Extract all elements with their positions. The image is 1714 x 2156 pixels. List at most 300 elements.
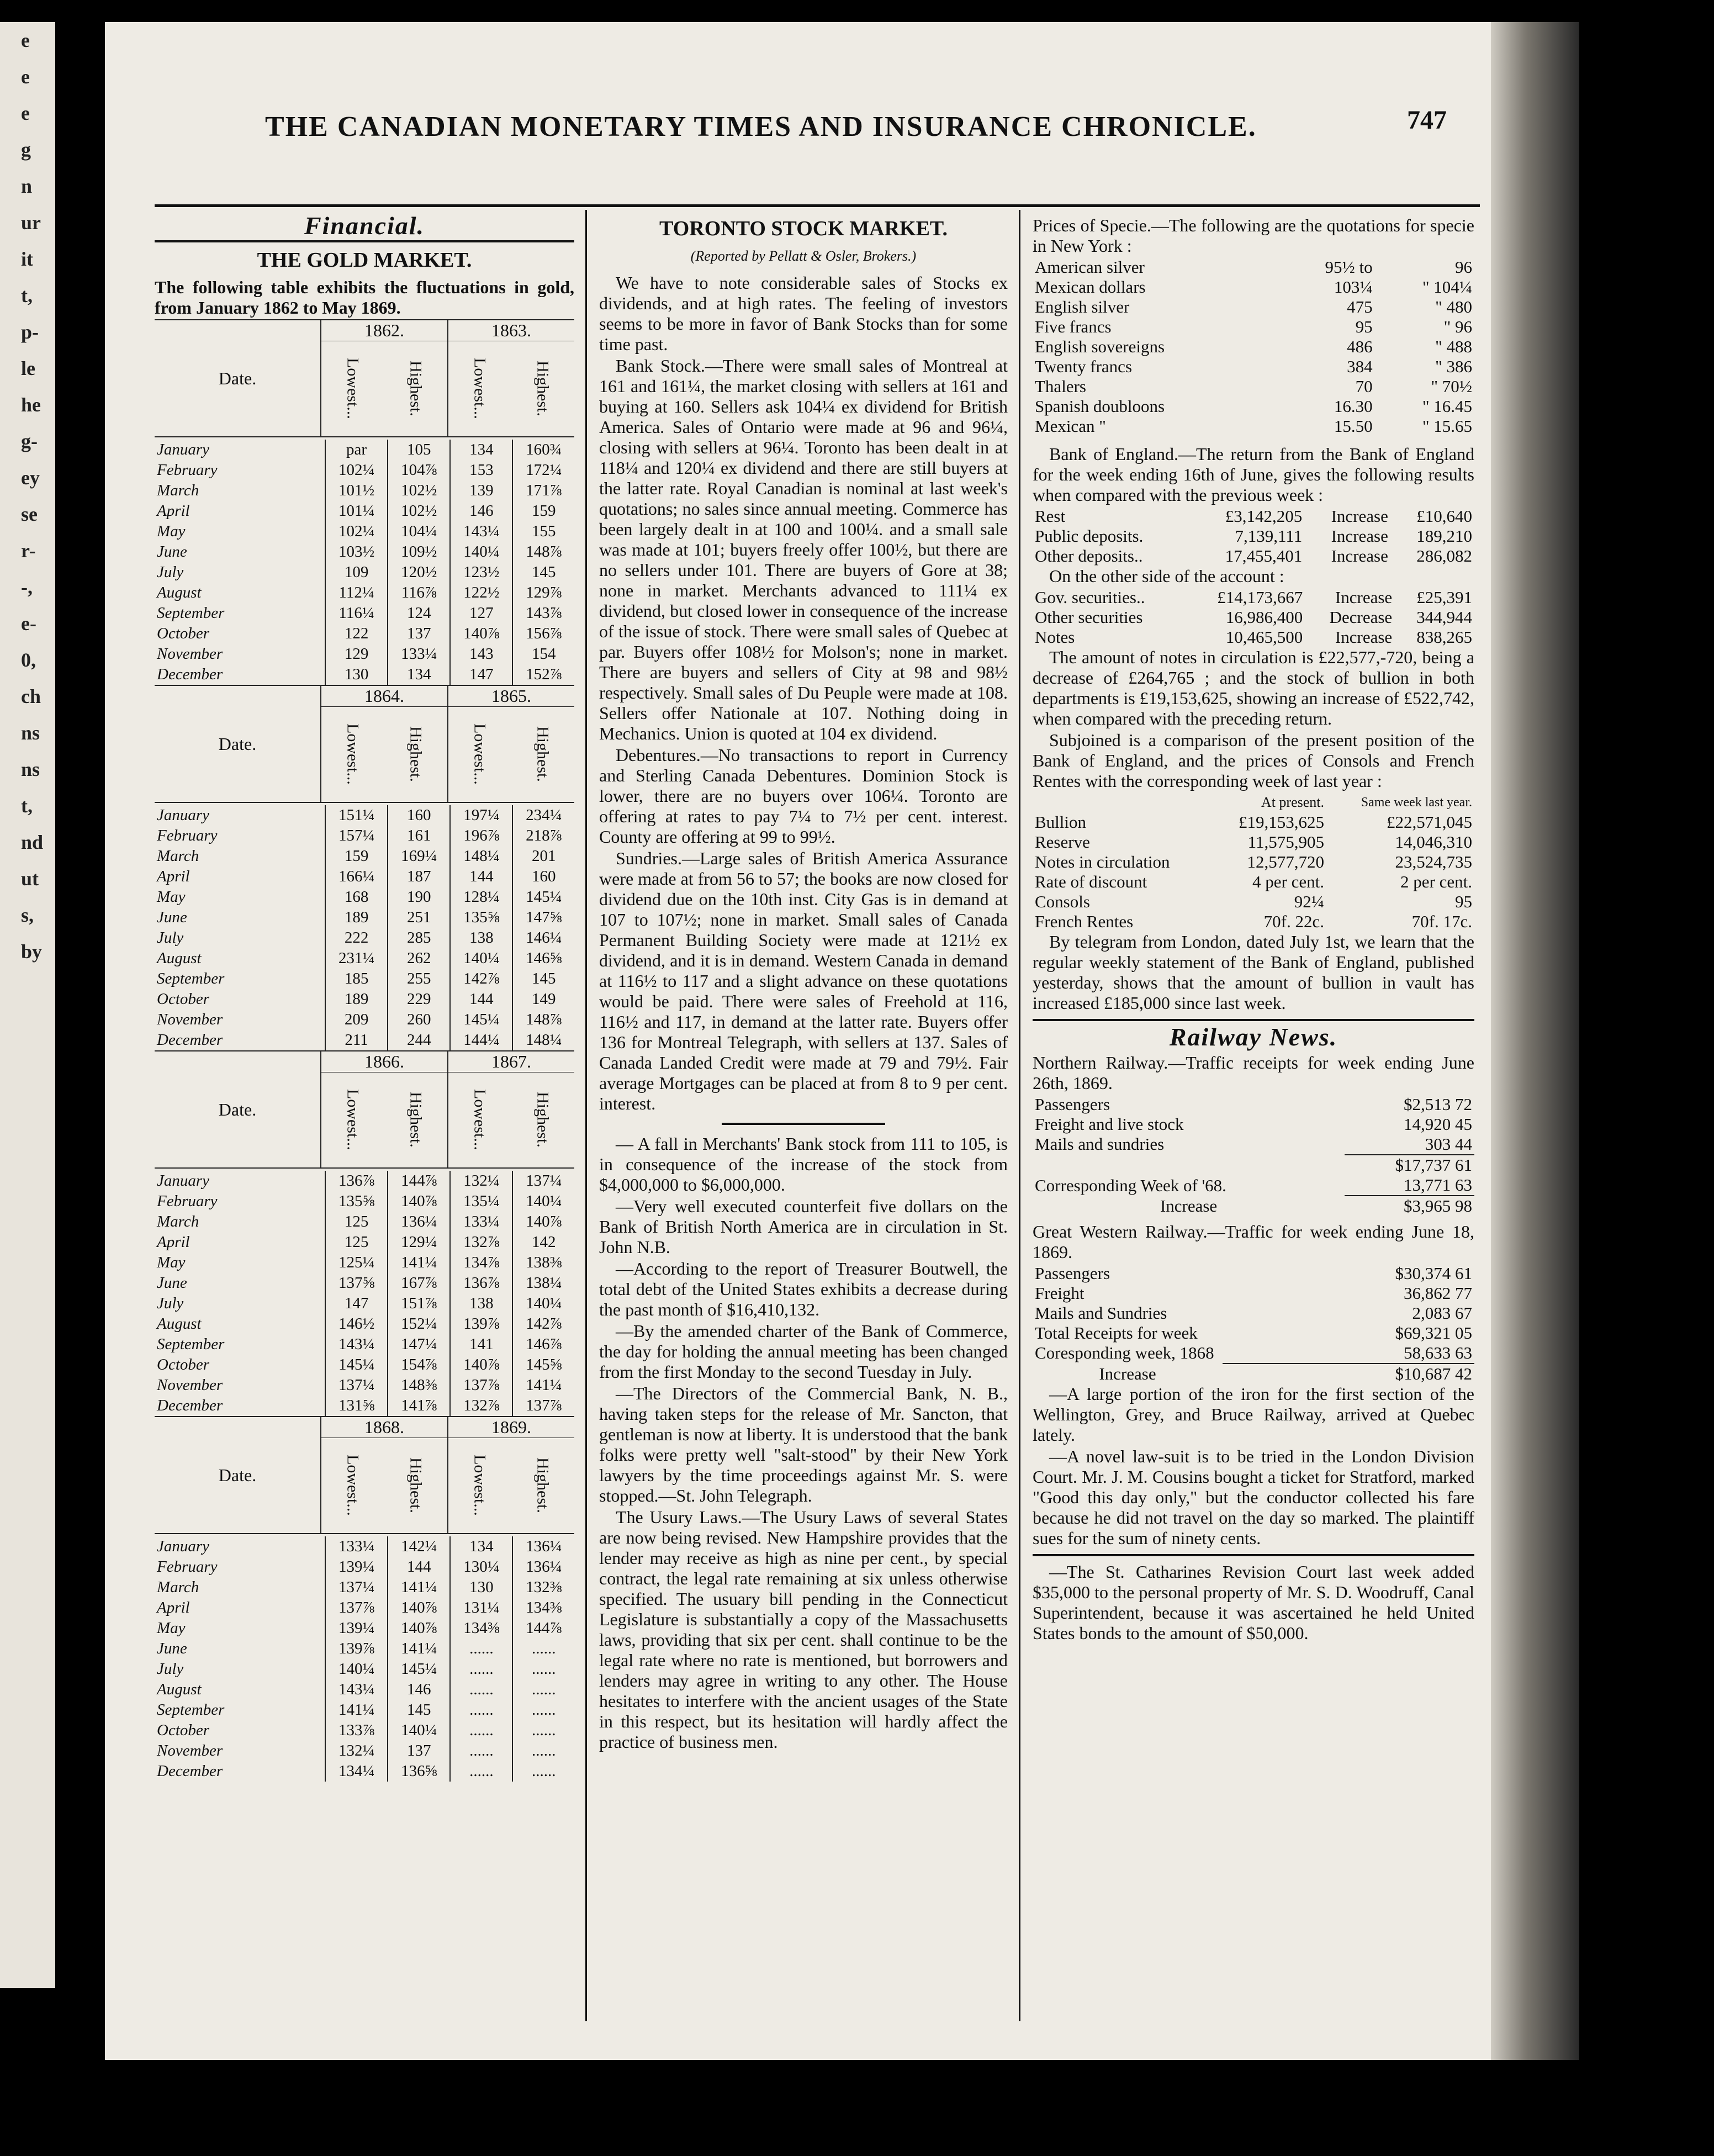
- value-cell: 140⅞: [388, 1618, 450, 1639]
- month-cell: August: [155, 1314, 325, 1334]
- value-cell: ......: [450, 1700, 512, 1720]
- row-label: Public deposits.: [1035, 526, 1144, 546]
- value-cell: 143¼: [450, 521, 512, 542]
- value-cell: 160¾: [526, 441, 562, 458]
- table-row: [1033, 832, 1474, 852]
- lowest-label: Lowest...: [470, 1088, 489, 1150]
- sliver-fragment: he: [21, 394, 41, 416]
- value-cell: 140¼: [450, 542, 512, 562]
- table-row: [155, 826, 574, 846]
- highest-label: Highest.: [406, 1091, 425, 1148]
- sliver-fragment: nd: [21, 831, 44, 853]
- value-cell: 260: [388, 1010, 450, 1030]
- value-cell: 140¼: [388, 1720, 450, 1741]
- value-cell: 159: [325, 846, 388, 866]
- value-cell: 130: [450, 1577, 512, 1598]
- month-cell: July: [155, 928, 325, 948]
- table-row: [155, 501, 574, 521]
- value-cell: 139¼: [325, 1618, 388, 1639]
- value-cell: 122: [325, 623, 388, 644]
- month-cell: June: [155, 1273, 325, 1293]
- gold-year-header: [155, 1416, 574, 1534]
- value-cell: 134: [450, 1536, 512, 1557]
- month-cell: July: [155, 1293, 325, 1314]
- row-value: 92¼: [1294, 892, 1325, 911]
- row-label: Bullion: [1035, 812, 1087, 832]
- value-cell: ......: [450, 1761, 512, 1782]
- row-value: £14,173,667: [1217, 588, 1303, 607]
- lowest-label: Lowest...: [470, 723, 489, 785]
- month-cell: October: [155, 989, 325, 1010]
- value-cell: 124: [388, 603, 450, 623]
- table-row: [155, 1700, 574, 1720]
- table-row: [155, 1536, 574, 1557]
- row-value: 838,265: [1416, 627, 1472, 647]
- value-cell: 116¼: [325, 603, 388, 623]
- table-row: [1033, 1134, 1474, 1154]
- year-label: 1864.: [321, 686, 447, 707]
- col-last-year: Same week last year.: [1361, 795, 1472, 810]
- value-cell: 251: [388, 907, 450, 928]
- railway-news-item: —A novel law-suit is to be tried in the London Division Court. Mr. J. M. Cousins bought a ticket for Stratford, marked "Good this day only," but the conductor collected his fare because he did not travel on the day so marked. The plaintiff sues for the sum of ninety cents.: [1033, 1446, 1474, 1548]
- value-cell: 229: [388, 989, 450, 1010]
- month-cell: February: [155, 1191, 325, 1212]
- value-cell: 123½: [450, 562, 512, 583]
- row-label: Total Receipts for week: [1035, 1323, 1198, 1343]
- row-value: Increase: [1331, 526, 1388, 546]
- value-cell: 139¼: [325, 1557, 388, 1577]
- value-cell: 132⅞: [450, 1232, 512, 1253]
- value-cell: 134¼: [325, 1761, 388, 1782]
- row-label: Mails and sundries: [1035, 1134, 1165, 1154]
- table-row: [1033, 1095, 1474, 1114]
- news-item: — A fall in Merchants' Bank stock from 111 to 105, is in consequence of the increase of the stock from $4,000,000 to $6,000,000.: [599, 1134, 1008, 1195]
- page-number: 747: [1407, 105, 1447, 135]
- row-label: Notes in circulation: [1035, 852, 1170, 871]
- table-row: [1033, 607, 1474, 627]
- table-row: [155, 866, 574, 887]
- value-cell: ......: [531, 1640, 556, 1657]
- table-row: [1033, 337, 1474, 357]
- value-cell: 149: [531, 990, 556, 1008]
- value-cell: 144⅞: [526, 1619, 562, 1637]
- month-cell: August: [155, 583, 325, 603]
- value-cell: 130¼: [450, 1557, 512, 1577]
- value-cell: 159: [531, 502, 556, 520]
- value-cell: 145⅝: [526, 1356, 562, 1373]
- value-cell: 135⅝: [325, 1191, 388, 1212]
- value-cell: 189: [325, 907, 388, 928]
- table-row: [155, 664, 574, 685]
- month-cell: February: [155, 826, 325, 846]
- value-cell: 127: [450, 603, 512, 623]
- value-cell: 104⅞: [388, 460, 450, 480]
- row-label: Passengers: [1035, 1095, 1110, 1114]
- sliver-fragment: r-: [21, 540, 36, 562]
- table-row: [155, 460, 574, 480]
- stock-byline: (Reported by Pellatt & Osler, Brokers.): [690, 248, 917, 264]
- table-row: [155, 1618, 574, 1639]
- table-row: [155, 805, 574, 826]
- value-cell: 144: [450, 989, 512, 1010]
- value-cell: 152⅞: [526, 665, 562, 683]
- value-cell: 146¼: [526, 929, 562, 947]
- sliver-fragment: se: [21, 503, 38, 525]
- year-group: [320, 1417, 447, 1533]
- row-label: Thalers: [1035, 377, 1086, 396]
- value-cell: 122½: [450, 583, 512, 603]
- table-row: [155, 542, 574, 562]
- value-cell: 132⅞: [450, 1396, 512, 1416]
- table-row: [155, 1557, 574, 1577]
- month-cell: December: [155, 1761, 325, 1782]
- row-value: Increase: [1335, 627, 1393, 647]
- stock-paragraph: Debentures.—No transactions to report in Currency and Sterling Canada Debentures. Dominion Stock is lower, there are no buyers over 106¼. Toronto are offering at rates to pay 7¼ to 7½ per cent. interest. County are offering at 99 to 99½.: [599, 745, 1008, 847]
- table-row: [155, 1314, 574, 1334]
- sliver-fragment: e: [21, 66, 30, 88]
- table-row: [155, 603, 574, 623]
- row-value: $30,374 61: [1395, 1264, 1472, 1283]
- table-row: [155, 480, 574, 501]
- highest-label: Highest.: [406, 360, 425, 416]
- value-cell: 197¼: [450, 805, 512, 826]
- value-cell: ......: [450, 1639, 512, 1659]
- row-value: " 96: [1443, 317, 1472, 336]
- value-cell: 161: [388, 826, 450, 846]
- row-value: 475: [1347, 297, 1373, 316]
- value-cell: 136¼: [526, 1537, 562, 1555]
- highest-label: Highest.: [533, 726, 552, 782]
- northern-total: $17,737 61: [1345, 1155, 1474, 1175]
- value-cell: ......: [450, 1741, 512, 1761]
- row-label: English sovereigns: [1035, 337, 1165, 356]
- row-value: 14,046,310: [1395, 832, 1472, 852]
- table-row: [155, 1679, 574, 1700]
- value-cell: par: [325, 440, 388, 460]
- value-cell: 141¼: [526, 1376, 562, 1394]
- value-cell: 148⅞: [526, 543, 562, 561]
- table-row: [1033, 588, 1474, 607]
- value-cell: 137: [388, 1741, 450, 1761]
- row-value: 16,986,400: [1225, 607, 1303, 627]
- value-cell: 134⅜: [450, 1618, 512, 1639]
- value-cell: 131¼: [450, 1598, 512, 1618]
- value-cell: 148⅜: [388, 1375, 450, 1396]
- month-cell: October: [155, 1355, 325, 1375]
- year-label: 1867.: [448, 1051, 574, 1072]
- sliver-fragment: s,: [21, 904, 34, 926]
- value-cell: 129: [325, 644, 388, 664]
- table-row: [155, 644, 574, 664]
- year-label: 1862.: [321, 320, 447, 341]
- row-label: Other deposits..: [1035, 546, 1143, 566]
- row-value: 286,082: [1416, 546, 1472, 566]
- financial-rule: [155, 240, 574, 242]
- value-cell: 140⅞: [388, 1598, 450, 1618]
- value-cell: 105: [388, 440, 450, 460]
- value-cell: 103½: [325, 542, 388, 562]
- month-cell: September: [155, 1700, 325, 1720]
- sliver-fragment: by: [21, 940, 43, 963]
- month-cell: January: [155, 440, 325, 460]
- year-label: 1868.: [321, 1417, 447, 1438]
- year-group: [447, 320, 574, 436]
- corr-val: 13,771 63: [1404, 1175, 1472, 1195]
- month-cell: November: [155, 1375, 325, 1396]
- value-cell: 171⅞: [526, 482, 562, 499]
- sliver-fragment: it: [21, 248, 33, 270]
- railway-rule: [1033, 1019, 1474, 1021]
- news-item: —By the amended charter of the Bank of Commerce, the day for holding the annual meeting has been changed from the first Monday to the second Tuesday in July.: [599, 1321, 1008, 1382]
- value-cell: ......: [531, 1660, 556, 1678]
- value-cell: 153: [450, 460, 512, 480]
- financial-column: [155, 212, 574, 1782]
- value-cell: 157¼: [325, 826, 388, 846]
- lowest-label: Lowest...: [343, 357, 362, 419]
- railway-news-item: —A large portion of the iron for the first section of the Wellington, Grey, and Bruce Railway, arrived at Quebec lately.: [1033, 1384, 1474, 1445]
- table-row: [1033, 506, 1474, 526]
- value-cell: 129⅞: [526, 584, 562, 601]
- month-cell: June: [155, 907, 325, 928]
- value-cell: 140¼: [325, 1659, 388, 1679]
- value-cell: 151⅞: [388, 1293, 450, 1314]
- boe-other-side: On the other side of the account :: [1049, 566, 1284, 586]
- value-cell: 136⅝: [388, 1761, 450, 1782]
- table-row: [1033, 1114, 1474, 1134]
- value-cell: 231¼: [325, 948, 388, 969]
- value-cell: 133¼: [388, 644, 450, 664]
- highest-label: Highest.: [533, 360, 552, 416]
- row-value: " 488: [1435, 337, 1472, 356]
- table-row: [1033, 297, 1474, 317]
- value-cell: 255: [388, 969, 450, 989]
- boe-table-2: [1033, 588, 1474, 647]
- value-cell: 139⅞: [325, 1639, 388, 1659]
- month-cell: March: [155, 1577, 325, 1598]
- value-cell: 135⅝: [450, 907, 512, 928]
- row-value: 36,862 77: [1404, 1283, 1472, 1303]
- table-row: [155, 583, 574, 603]
- row-value: 189,210: [1416, 526, 1472, 546]
- value-cell: 141¼: [388, 1253, 450, 1273]
- row-value: 17,455,401: [1225, 546, 1303, 566]
- column-rule-1: [585, 210, 587, 2021]
- value-cell: 143⅞: [526, 604, 562, 622]
- row-value: 11,575,905: [1247, 832, 1325, 852]
- highest-label: Highest.: [406, 1457, 425, 1513]
- news-item: —According to the report of Treasurer Boutwell, the total debt of the United States exhibits a decrease during the past month of $16,410,132.: [599, 1259, 1008, 1319]
- value-cell: 102½: [388, 480, 450, 501]
- year-group: [320, 1051, 447, 1167]
- value-cell: 133⅞: [325, 1720, 388, 1741]
- value-cell: 146½: [325, 1314, 388, 1334]
- table-row: [155, 907, 574, 928]
- gold-intro: The following table exhibits the fluctuations in gold, from January 1862 to May 1869.: [155, 277, 574, 318]
- gw-incr-val: $10,687 42: [1223, 1364, 1474, 1384]
- row-value: $69,321 05: [1395, 1323, 1472, 1343]
- financial-heading: Financial.: [304, 212, 425, 240]
- stock-paragraph: Sundries.—Large sales of British America Assurance were made at from 56 to 57; the books are now closed for dividend due on the 10th inst. City Gas is in demand at 107 to 107½; none in market. Small sales of Canada Permanent Building Society were made at 121½ ex dividend, and it is in demand. Western Canada in demand at 116½ to 117 and a slight advance on these quotations would be paid. There were sales of Freehold at 116, 116½ and 117, in demand at the latter rate. Buyers offer 136 for Montreal Telegraph, with sellers at 137. Sales of Canada Landed Credit were made at 79 and 79½. Fair average Mortgages can be placed at from 8 to 9 per cent. interest.: [599, 848, 1008, 1113]
- month-cell: May: [155, 1253, 325, 1273]
- value-cell: 156⅞: [526, 625, 562, 642]
- value-cell: 185: [325, 969, 388, 989]
- stock-column: [599, 215, 1008, 1753]
- row-value: " 104¼: [1422, 277, 1472, 297]
- sliver-fragment: ur: [21, 212, 41, 234]
- value-cell: ......: [450, 1659, 512, 1679]
- gold-block: [155, 1171, 574, 1416]
- northern-table: [1033, 1095, 1474, 1154]
- lowest-highest: [448, 341, 574, 435]
- sliver-fragment: le: [21, 357, 35, 379]
- row-label: Twenty francs: [1035, 357, 1133, 376]
- row-value: 4 per cent.: [1252, 872, 1325, 891]
- row-value: " 386: [1435, 357, 1472, 376]
- value-cell: 132¼: [325, 1741, 388, 1761]
- news-item: —Very well executed counterfeit five dollars on the Bank of British North America are in circulation in St. John N.B.: [599, 1196, 1008, 1257]
- month-cell: May: [155, 887, 325, 907]
- month-cell: March: [155, 480, 325, 501]
- row-label: Mexican ": [1035, 416, 1106, 436]
- month-cell: October: [155, 1720, 325, 1741]
- sliver-fragment: ut: [21, 868, 39, 890]
- value-cell: 142¼: [388, 1536, 450, 1557]
- gw-intro: Great Western Railway.—Traffic for week ending June 18, 1869.: [1033, 1222, 1474, 1262]
- month-cell: November: [155, 1741, 325, 1761]
- year-group: [320, 686, 447, 802]
- lowest-highest: [448, 1438, 574, 1532]
- news-separator: [1033, 1554, 1474, 1556]
- value-cell: 136⅞: [450, 1273, 512, 1293]
- value-cell: 104¼: [388, 521, 450, 542]
- value-cell: 140⅞: [388, 1191, 450, 1212]
- value-cell: 148⅞: [526, 1011, 562, 1028]
- value-cell: 116⅞: [388, 583, 450, 603]
- boe-notes-para: The amount of notes in circulation is £22,577,-720, being a decrease of £264,765 ; and the stock of bullion in both departments is £19,153,625, showing an increase of £522,742, when compared with the preceding return.: [1033, 647, 1474, 728]
- northern-summary: [1033, 1154, 1474, 1216]
- value-cell: 146⅞: [526, 1335, 562, 1353]
- value-cell: 101¼: [325, 501, 388, 521]
- month-cell: August: [155, 948, 325, 969]
- table-row: [1033, 317, 1474, 337]
- year-label: 1863.: [448, 320, 574, 341]
- month-cell: December: [155, 1396, 325, 1416]
- row-label: Spanish doubloons: [1035, 397, 1165, 416]
- col-present: At present.: [1261, 794, 1325, 810]
- table-row: [155, 928, 574, 948]
- table-row: [1033, 872, 1474, 892]
- value-cell: 172¼: [526, 461, 562, 479]
- table-row: [155, 1375, 574, 1396]
- value-cell: 136¼: [526, 1558, 562, 1576]
- table-row: [155, 1355, 574, 1375]
- row-value: 14,920 45: [1404, 1114, 1472, 1134]
- stock-separator: [722, 1123, 885, 1125]
- value-cell: 145¼: [450, 1010, 512, 1030]
- value-cell: 144¼: [450, 1030, 512, 1050]
- value-cell: 137¼: [325, 1577, 388, 1598]
- value-cell: 154⅞: [388, 1355, 450, 1375]
- year-group: [447, 686, 574, 802]
- value-cell: 102¼: [325, 460, 388, 480]
- row-label: Rest: [1035, 506, 1066, 526]
- value-cell: 125: [325, 1232, 388, 1253]
- highest-label: Highest.: [533, 1457, 552, 1513]
- page-header-title: THE CANADIAN MONETARY TIMES AND INSURANCE CHRONICLE.: [265, 111, 1257, 142]
- table-row: [1033, 397, 1474, 416]
- lowest-label: Lowest...: [343, 1088, 362, 1150]
- value-cell: 135¼: [450, 1191, 512, 1212]
- value-cell: ......: [531, 1681, 556, 1698]
- row-label: Other securities: [1035, 607, 1143, 627]
- value-cell: 146: [388, 1679, 450, 1700]
- row-label: Freight and live stock: [1035, 1114, 1184, 1134]
- value-cell: 151¼: [325, 805, 388, 826]
- table-row: [1033, 812, 1474, 832]
- sliver-fragment: g-: [21, 430, 38, 452]
- value-cell: 222: [325, 928, 388, 948]
- sliver-fragment: ns: [21, 758, 40, 780]
- month-cell: May: [155, 521, 325, 542]
- month-cell: July: [155, 562, 325, 583]
- value-cell: 145¼: [325, 1355, 388, 1375]
- value-cell: 137⅝: [325, 1273, 388, 1293]
- value-cell: 148¼: [450, 846, 512, 866]
- value-cell: 138: [450, 1293, 512, 1314]
- value-cell: 142: [531, 1233, 556, 1251]
- gold-year-header: [155, 319, 574, 437]
- sliver-fragment: ch: [21, 685, 41, 707]
- value-cell: 147¼: [388, 1334, 450, 1355]
- sliver-fragment: e: [21, 102, 30, 124]
- value-cell: 140⅞: [526, 1213, 562, 1230]
- table-row: [1033, 1323, 1474, 1343]
- row-value: 10,465,500: [1225, 627, 1303, 647]
- incr-label: Increase: [1160, 1196, 1218, 1216]
- month-cell: June: [155, 542, 325, 562]
- value-cell: ......: [531, 1721, 556, 1739]
- table-row: [1033, 277, 1474, 297]
- month-cell: January: [155, 1536, 325, 1557]
- table-row: [155, 1598, 574, 1618]
- table-row: [155, 1171, 574, 1191]
- value-cell: 109: [325, 562, 388, 583]
- row-value: Increase: [1331, 546, 1388, 566]
- table-row: [155, 1232, 574, 1253]
- gold-market-title: THE GOLD MARKET.: [257, 249, 472, 272]
- value-cell: 147⅝: [526, 908, 562, 926]
- value-cell: 141¼: [388, 1577, 450, 1598]
- month-cell: April: [155, 1598, 325, 1618]
- table-row: [155, 1030, 574, 1050]
- value-cell: 155: [531, 522, 556, 540]
- gold-block: [155, 805, 574, 1050]
- table-row: [155, 1720, 574, 1741]
- row-label: Reserve: [1035, 832, 1090, 852]
- month-cell: April: [155, 1232, 325, 1253]
- row-value: 95½ to: [1325, 257, 1373, 277]
- sliver-fragment: t,: [21, 284, 33, 307]
- table-row: [1033, 1343, 1474, 1363]
- table-row: [155, 1659, 574, 1679]
- value-cell: 167⅞: [388, 1273, 450, 1293]
- value-cell: 131⅝: [325, 1396, 388, 1416]
- month-cell: June: [155, 1639, 325, 1659]
- value-cell: 137⅞: [450, 1375, 512, 1396]
- value-cell: 211: [325, 1030, 388, 1050]
- value-cell: 137: [388, 623, 450, 644]
- value-cell: 166¼: [325, 866, 388, 887]
